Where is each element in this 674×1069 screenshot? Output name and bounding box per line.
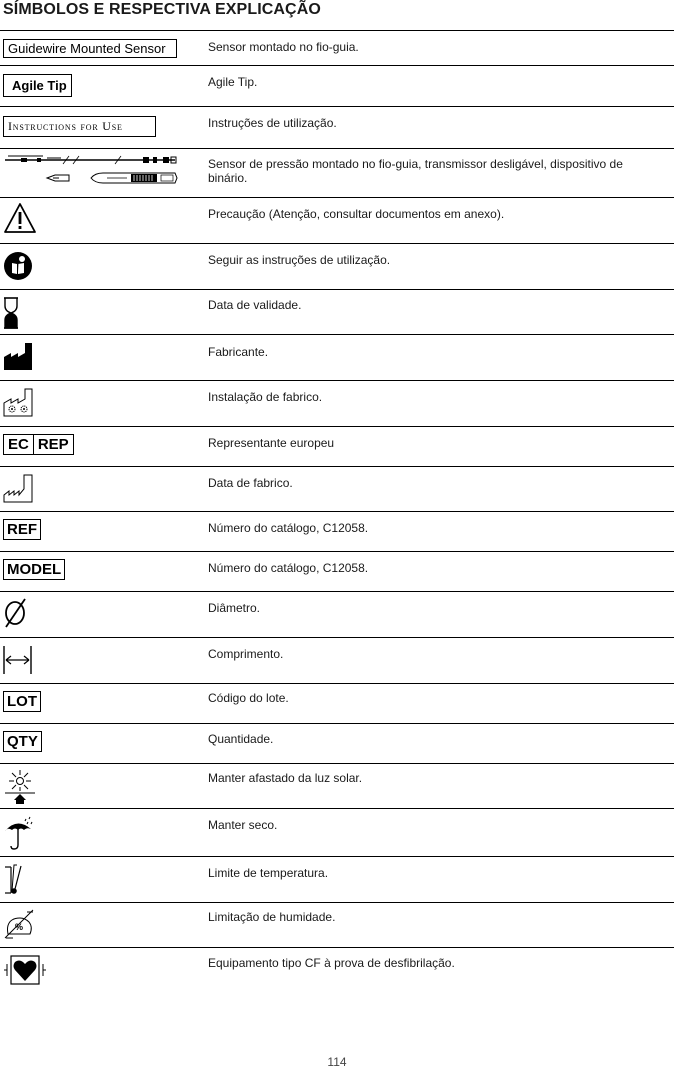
table-row (0, 724, 674, 764)
description: Fabricante. (208, 345, 269, 359)
table-row (0, 427, 674, 467)
table-row (0, 244, 674, 290)
symbols-table (0, 30, 674, 993)
description: Data de fabrico. (208, 476, 293, 490)
description: Código do lote. (208, 691, 289, 705)
caution-icon (3, 202, 37, 234)
description: Agile Tip. (208, 75, 258, 89)
ec-rep-icon: EC REP (3, 434, 74, 455)
keep-away-sunlight-icon (3, 769, 37, 805)
description: Número do catálogo, C12058. (208, 561, 369, 575)
temperature-limit-icon (3, 863, 25, 897)
description: Instalação de fabrico. (208, 390, 323, 404)
manufacture-date-icon (3, 473, 33, 503)
description: Diâmetro. (208, 601, 261, 615)
description: Precaução (Atenção, consultar documentos em anexo). (208, 207, 505, 221)
ref-icon: REF (3, 519, 41, 540)
table-row (0, 948, 674, 993)
hourglass-icon (3, 296, 19, 330)
keep-dry-icon (3, 815, 35, 851)
description: Representante europeu (208, 436, 335, 450)
page-number: 114 (327, 1055, 347, 1069)
table-row (0, 31, 674, 66)
table-row (0, 857, 674, 903)
table-row (0, 512, 674, 552)
description: Seguir as instruções de utilização. (208, 253, 391, 267)
defibrillation-proof-cf-icon (3, 954, 47, 986)
description: Manter afastado da luz solar. (208, 771, 363, 785)
description: Data de validade. (208, 298, 302, 312)
page-title: SÍMBOLOS E RESPECTIVA EXPLICAÇÃO (3, 1, 321, 18)
table-row (0, 809, 674, 857)
instructions-for-use-label-icon: Instructions for Use (3, 116, 156, 137)
table-row (0, 684, 674, 724)
table-row (0, 552, 674, 592)
table-row (0, 290, 674, 335)
humidity-percent-label: % (14, 922, 24, 932)
description: Instruções de utilização. (208, 116, 337, 130)
description: Limite de temperatura. (208, 866, 329, 880)
description: Limitação de humidade. (208, 910, 336, 924)
description: Manter seco. (208, 818, 278, 832)
guidewire-label-icon: Guidewire Mounted Sensor (3, 39, 177, 58)
description: Sensor de pressão montado no fio-guia, transmissor desligável, dispositivo de binário. (208, 157, 623, 185)
factory-installation-icon (3, 387, 33, 417)
diameter-icon (3, 597, 29, 629)
description: Comprimento. (208, 647, 284, 661)
table-row (0, 467, 674, 512)
table-row (0, 764, 674, 809)
length-icon (3, 644, 33, 676)
table-row (0, 149, 674, 198)
table-row (0, 381, 674, 427)
table-row (0, 66, 674, 107)
lot-icon: LOT (3, 691, 41, 712)
model-icon: MODEL (3, 559, 65, 580)
table-row (0, 903, 674, 948)
table-row (0, 107, 674, 149)
table-row (0, 592, 674, 638)
table-row (0, 335, 674, 381)
follow-instructions-icon (3, 251, 33, 281)
qty-icon: QTY (3, 731, 42, 752)
description: Quantidade. (208, 732, 274, 746)
table-row (0, 198, 674, 244)
description: Número do catálogo, C12058. (208, 521, 369, 535)
description: Equipamento tipo CF à prova de desfibrilação. (208, 956, 455, 970)
manufacturer-icon (3, 341, 33, 371)
table-row (0, 638, 674, 684)
agile-tip-label-icon: Agile Tip (3, 74, 72, 97)
guidewire-device-icon (3, 153, 179, 187)
description: Sensor montado no fio-guia. (208, 40, 359, 54)
humidity-limit-icon (3, 908, 37, 942)
